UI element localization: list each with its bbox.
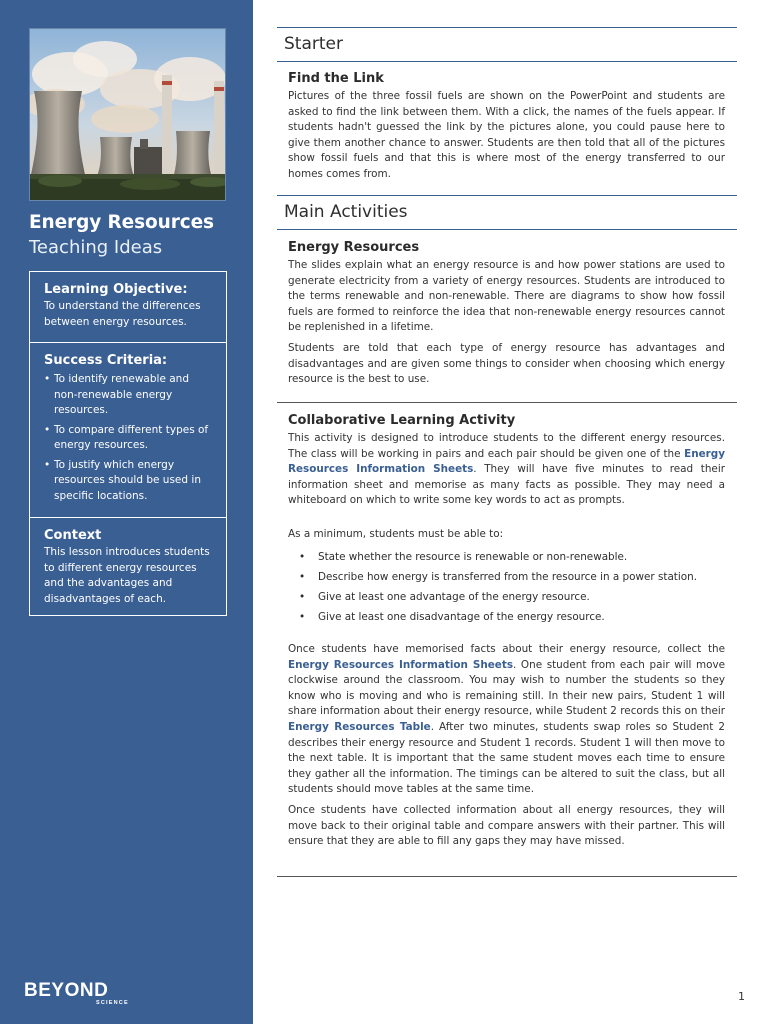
energy-resources-paragraph-1: The slides explain what an energy resource is and how power stations are used to generate electricity from a variety of energy resources. Students are introduced to the terms renewable and non-renewable. There are diagrams to show how fossil fuels are formed to reinforce the idea that non-renewable energy resources cannot be replenished in a lifetime. xyxy=(288,259,725,334)
minimum-requirements-list xyxy=(288,550,725,626)
starter-header: Starter xyxy=(277,27,737,62)
requirement-item: • State whether the resource is renewable or non-renewable. xyxy=(288,550,725,566)
information-sheets-link[interactable]: Energy Resources Information Sheets xyxy=(288,447,725,476)
success-criteria-heading: Success Criteria: xyxy=(44,353,168,368)
logo-wordmark: BEYOND xyxy=(24,980,109,1001)
energy-resources-table-link[interactable]: Energy Resources Table xyxy=(288,721,431,734)
starter-block xyxy=(277,71,737,183)
requirement-item: • Give at least one disadvantage of the energy resource. xyxy=(288,610,725,626)
minimum-intro: As a minimum, students must be able to: xyxy=(288,527,504,540)
collaborative-title: Collaborative Learning Activity xyxy=(288,413,516,428)
section-divider xyxy=(277,402,737,403)
collaborative-paragraph-1 xyxy=(288,431,725,509)
sidebar xyxy=(0,0,253,1024)
starter-title: Find the Link xyxy=(288,71,384,86)
lesson-summary-box xyxy=(29,271,227,616)
text-run: . After two minutes, students swap roles so Student 2 describes their energy resource and Student 1 records. Student 1 will then move to the next table. It is important that the same student moves each time to ensure they gather all the information. The timings can be altered to suit the class, but all students should move tables at the same time. xyxy=(288,721,725,796)
learning-objective-text: To understand the differences between energy resources. xyxy=(44,300,201,328)
success-criteria-section xyxy=(30,342,226,517)
success-criteria-list xyxy=(44,372,212,504)
learning-objective-section xyxy=(30,272,226,342)
energy-resources-title: Energy Resources xyxy=(288,240,420,255)
context-text: This lesson introduces students to different energy resources and the advantages and disadvantages of each. xyxy=(44,546,210,605)
energy-resources-paragraph-2: Students are told that each type of energy resource has advantages and disadvantages and are given some things to consider when choosing which energy resource is the best to use. xyxy=(288,341,725,386)
power-station-photo xyxy=(29,28,226,201)
success-criteria-item: • To compare different types of energy resources. xyxy=(44,423,212,454)
learning-objective-heading: Learning Objective: xyxy=(44,282,188,297)
sidebar-title: Energy Resources xyxy=(29,212,214,233)
context-heading: Context xyxy=(44,528,102,543)
success-criteria-item: • To justify which energy resources should be used in specific locations. xyxy=(44,458,212,505)
information-sheets-link[interactable]: Energy Resources Information Sheets xyxy=(288,658,514,671)
sidebar-subtitle: Teaching Ideas xyxy=(29,237,163,258)
main-activities-header: Main Activities xyxy=(277,195,737,230)
section-divider xyxy=(277,876,737,877)
context-section xyxy=(30,517,226,615)
page-number: 1 xyxy=(738,990,745,1003)
logo-subtitle: SCIENCE xyxy=(96,1000,129,1006)
collaborative-paragraph-3: Once students have collected information about all energy resources, they will move back to their original table and compare answers with their partner. This will ensure that they are able to fill any gaps they may have missed. xyxy=(288,804,725,848)
text-run: . They will have five minutes to read their information sheet and memorise as many facts as possible. They may need a whiteboard on which to write some key words to act as prompts. xyxy=(288,463,725,507)
requirement-item: • Describe how energy is transferred from the resource in a power station. xyxy=(288,570,725,586)
text-run: This activity is designed to introduce students to the different energy resources. The class will be working in pairs and each pair should be given one of the xyxy=(288,432,725,460)
collaborative-paragraph-2 xyxy=(288,642,725,798)
success-criteria-item: • To identify renewable and non-renewable energy resources. xyxy=(44,372,212,419)
starter-text: Pictures of the three fossil fuels are shown on the PowerPoint and students are asked to find the link between them. With a click, the names of the fuels appear. If students hadn't guessed the link by the pictures alone, you could pause here to give them another chance to answer. Students are then told that all of the pictures show fossil fuels and that this is where most of the energy transferred to our homes comes from. xyxy=(288,90,725,180)
requirement-item: • Give at least one advantage of the energy resource. xyxy=(288,590,725,606)
text-run: Once students have memorised facts about their energy resource, collect the xyxy=(288,643,725,656)
collaborative-block xyxy=(277,413,737,850)
energy-resources-block xyxy=(277,240,737,388)
text-run: . One student from each pair will move clockwise around the classroom. You may wish to number the students so they know who is moving and who is remaining still. In their new pairs, Student 1 will share information about their energy resource, while Student 2 records this on their xyxy=(288,658,725,718)
beyond-science-logo xyxy=(24,980,134,1010)
